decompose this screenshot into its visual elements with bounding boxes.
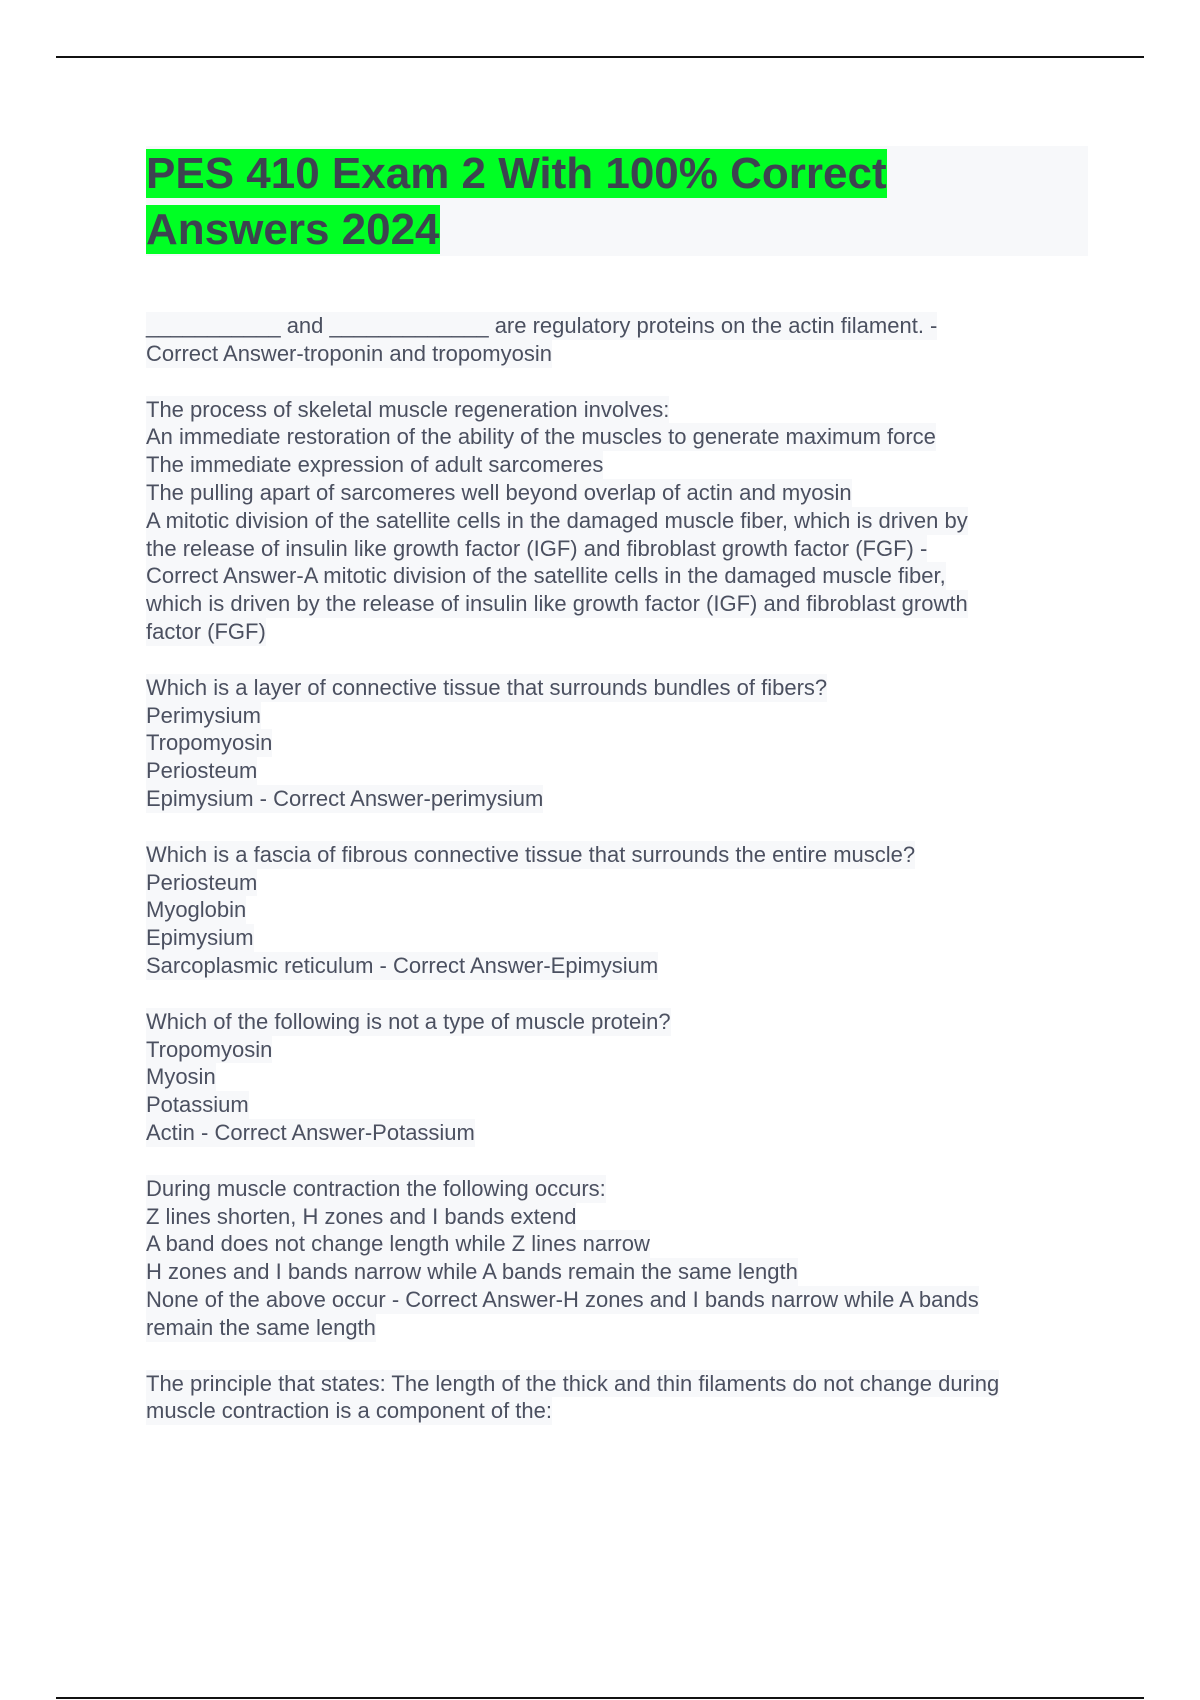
title-line-2: Answers 2024 (146, 205, 440, 254)
text-line: H zones and I bands narrow while A bands remain the same length (146, 1259, 798, 1285)
title-block (146, 146, 1088, 256)
text-line: which is driven by the release of insulin like growth factor (IGF) and fibroblast growth (146, 591, 968, 617)
text-line: A band does not change length while Z lines narrow (146, 1231, 650, 1257)
text-line: Correct Answer-A mitotic division of the satellite cells in the damaged muscle fiber, (146, 563, 946, 589)
text-line: the release of insulin like growth factor (IGF) and fibroblast growth factor (FGF) - (146, 535, 928, 561)
text-line: Actin - Correct Answer-Potassium (146, 1119, 475, 1145)
text-line: A mitotic division of the satellite cells in the damaged muscle fiber, which is driven by (146, 507, 968, 533)
document-title (146, 146, 1088, 258)
text-line: The principle that states: The length of the thick and thin filaments do not change during (146, 1370, 1000, 1396)
text-line: Epimysium (146, 925, 254, 951)
top-rule (56, 56, 1144, 58)
bottom-rule (56, 1697, 1144, 1699)
text-line: Epimysium - Correct Answer-perimysium (146, 785, 544, 811)
text-line: None of the above occur - Correct Answer-H zones and I bands narrow while A bands (146, 1286, 979, 1312)
question-block-6 (146, 1175, 1106, 1342)
text-line: muscle contraction is a component of the: (146, 1398, 552, 1424)
question-block-2 (146, 396, 1106, 646)
text-line: remain the same length (146, 1314, 376, 1340)
text-line: Sarcoplasmic reticulum - Correct Answer-Epimysium (146, 952, 659, 978)
text-line: The process of skeletal muscle regeneration involves: (146, 396, 670, 422)
question-block-1 (146, 312, 1106, 368)
text-line: Periosteum (146, 758, 258, 784)
text-line: Potassium (146, 1092, 249, 1118)
text-line: The immediate expression of adult sarcomeres (146, 452, 604, 478)
title-line-1: PES 410 Exam 2 With 100% Correct (146, 149, 887, 198)
text-line: Correct Answer-troponin and tropomyosin (146, 340, 552, 366)
text-line: Tropomyosin (146, 730, 273, 756)
text-line: Periosteum (146, 869, 258, 895)
text-line: The pulling apart of sarcomeres well beyond overlap of actin and myosin (146, 479, 852, 505)
text-line: An immediate restoration of the ability of the muscles to generate maximum force (146, 424, 936, 450)
question-block-5 (146, 1008, 1106, 1147)
text-line: Z lines shorten, H zones and I bands extend (146, 1203, 577, 1229)
question-block-4 (146, 841, 1106, 980)
text-line: Which is a layer of connective tissue that surrounds bundles of fibers? (146, 674, 828, 700)
text-line: Which is a fascia of fibrous connective tissue that surrounds the entire muscle? (146, 841, 916, 867)
question-list (146, 312, 1106, 1453)
text-line: Which of the following is not a type of muscle protein? (146, 1008, 671, 1034)
text-line: ___________ and _____________ are regulatory proteins on the actin filament. - (146, 313, 938, 338)
text-line: During muscle contraction the following occurs: (146, 1175, 606, 1201)
question-block-3 (146, 674, 1106, 813)
text-line: factor (FGF) (146, 618, 266, 644)
text-line: Tropomyosin (146, 1036, 273, 1062)
text-line: Myosin (146, 1064, 216, 1090)
text-line: Perimysium (146, 702, 261, 728)
text-line: Myoglobin (146, 897, 247, 923)
question-block-7 (146, 1370, 1106, 1426)
